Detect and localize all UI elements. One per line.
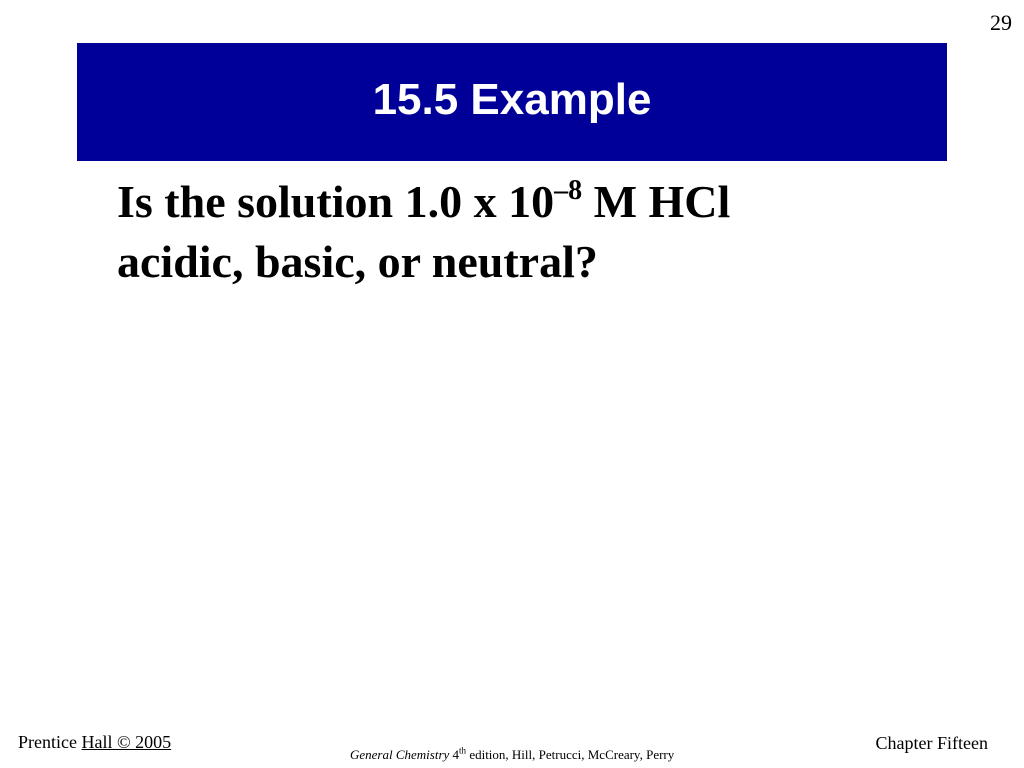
footer-edition-suffix: th xyxy=(459,745,467,756)
footer-book-details: edition, Hill, Petrucci, McCreary, Perry xyxy=(466,747,675,762)
slide-title: 15.5 Example xyxy=(372,74,652,124)
question-line2: acidic, basic, or neutral? xyxy=(117,236,598,287)
question-text xyxy=(117,172,937,292)
question-part2: M HCl xyxy=(582,176,731,227)
question-exponent: –8 xyxy=(554,174,583,206)
footer-book-title: General Chemistry xyxy=(350,747,450,762)
page-number: 29 xyxy=(990,10,1012,35)
footer-book-info xyxy=(350,745,675,762)
footer-publisher-copyright: Hall © 2005 xyxy=(81,732,172,752)
question-part1: Is the solution 1.0 x 10 xyxy=(117,176,555,227)
footer-chapter: Chapter Fifteen xyxy=(875,733,988,753)
footer-edition-number: 4 xyxy=(449,747,460,762)
footer-publisher-prefix: Prentice xyxy=(18,732,82,752)
title-bar xyxy=(77,43,947,161)
footer-publisher xyxy=(18,733,171,751)
